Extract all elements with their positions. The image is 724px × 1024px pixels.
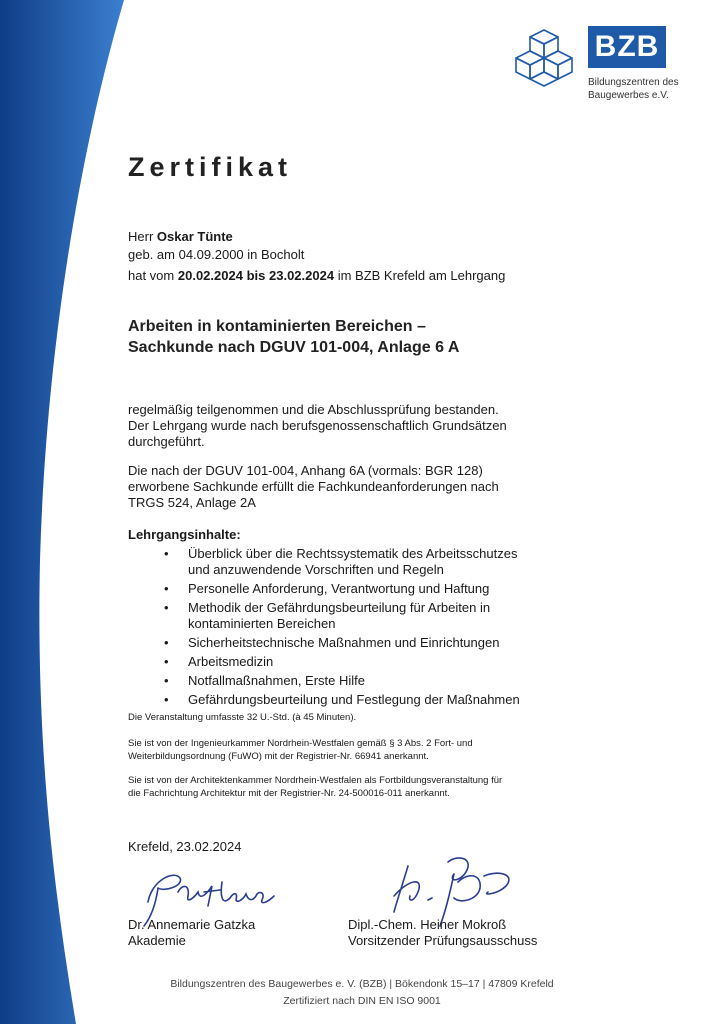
list-item-line: Personelle Anforderung, Verantwortung und Haftung [188,581,490,596]
bzb-brand-box: BZB [588,26,666,68]
date-to: 23.02.2024 [269,268,335,283]
date-from: 20.02.2024 [177,268,243,283]
bzb-subtitle-line: Baugewerbes e.V. [588,90,669,101]
contents-list [160,546,580,711]
list-item [160,581,580,597]
list-item [160,546,580,578]
note-line: Sie ist von der Ingenieurkammer Nordrhein-Westfalen gemäß § 3 Abs. 2 Fort- und [128,738,473,749]
footer-iso: Zertifiziert nach DIN EN ISO 9001 [283,995,441,1007]
note-line: Sie ist von der Architektenkammer Nordrhein-Westfalen als Fortbildungsveranstaltung für [128,775,503,786]
signatory-name: Dipl.-Chem. Heiner Mokroß [348,917,507,932]
attendance-prefix: hat vom [128,268,175,283]
recipient-name-line [128,229,233,245]
list-item [160,635,580,651]
signatory-role: Akademie [128,933,186,948]
bullet-icon: • [164,692,169,707]
bzb-subtitle [588,76,714,102]
birth-line: geb. am 04.09.2000 in Bocholt [128,247,305,262]
paragraph-line: regelmäßig teilgenommen und die Abschlussprüfung bestanden. [128,402,499,417]
footer-address: Bildungszentren des Baugewerbes e. V. (BZB) | Bökendonk 15–17 | 47809 Krefeld [170,978,554,990]
paragraph-line: Die nach der DGUV 101-004, Anhang 6A (vormals: BGR 128) [128,463,483,478]
list-item [160,600,580,632]
bullet-icon: • [164,546,169,561]
bullet-icon: • [164,635,169,650]
certificate-title: Zertifikat [128,152,293,182]
ingenieurkammer-note [128,737,588,763]
list-item-line: Überblick über die Rechtssystematik des Arbeitsschutzes [188,546,518,561]
contents-heading: Lehrgangsinhalte: [128,527,241,542]
note-line: Weiterbildungsordnung (FuWO) mit der Registrier-Nr. 66941 anerkannt. [128,751,429,762]
signatory-name: Dr. Annemarie Gatzka [128,917,256,932]
duration-note: Die Veranstaltung umfasste 32 U.-Std. (à 45 Minuten). [128,712,357,723]
bullet-icon: • [164,581,169,596]
course-title-line: Arbeiten in kontaminierten Bereichen – [128,318,426,335]
list-item-line: Notfallmaßnahmen, Erste Hilfe [188,673,366,688]
date-mid: bis [246,268,266,283]
list-item-line: kontaminierten Bereichen [188,616,336,631]
paragraph-line: Der Lehrgang wurde nach berufsgenossenschaftlich Grundsätzen [128,418,507,433]
bzb-logo [508,22,714,122]
salutation: Herr [128,229,154,244]
bullet-icon: • [164,600,169,615]
attendance-suffix: im BZB Krefeld am Lehrgang [337,268,506,283]
list-item [160,673,580,689]
paragraph-line: erworbene Sachkunde erfüllt die Fachkundeanforderungen nach [128,479,499,494]
list-item-line: und anzuwendende Vorschriften und Regeln [188,562,444,577]
signatory-role: Vorsitzender Prüfungsausschuss [348,933,538,948]
list-item [160,654,580,670]
bullet-icon: • [164,673,169,688]
paragraph-line: TRGS 524, Anlage 2A [128,495,256,510]
list-item-line: Gefährdungsbeurteilung und Festlegung der Maßnahmen [188,692,520,707]
signature-left-block [128,917,255,949]
list-item-line: Arbeitsmedizin [188,654,274,669]
signature-right-block [348,917,537,949]
passed-paragraph [128,402,507,450]
bullet-icon: • [164,654,169,669]
recipient-name: Oskar Tünte [156,229,233,244]
note-line: die Fachrichtung Architektur mit der Registrier-Nr. 24-500016-011 anerkannt. [128,788,450,799]
cube-logo-icon [508,26,580,92]
list-item-line: Methodik der Gefährdungsbeurteilung für Arbeiten in [188,600,491,615]
list-item [160,692,580,708]
dguv-paragraph [128,463,499,511]
place-date: Krefeld, 23.02.2024 [128,839,242,854]
attendance-line [128,268,505,284]
list-item-line: Sicherheitstechnische Maßnahmen und Einrichtungen [188,635,500,650]
decorative-blue-swoosh [0,0,140,1024]
course-title-line: Sachkunde nach DGUV 101-004, Anlage 6 A [128,339,460,356]
architektenkammer-note [128,774,588,800]
bzb-subtitle-line: Bildungszentren des [588,77,679,88]
paragraph-line: durchgeführt. [128,434,205,449]
course-title [128,316,459,358]
